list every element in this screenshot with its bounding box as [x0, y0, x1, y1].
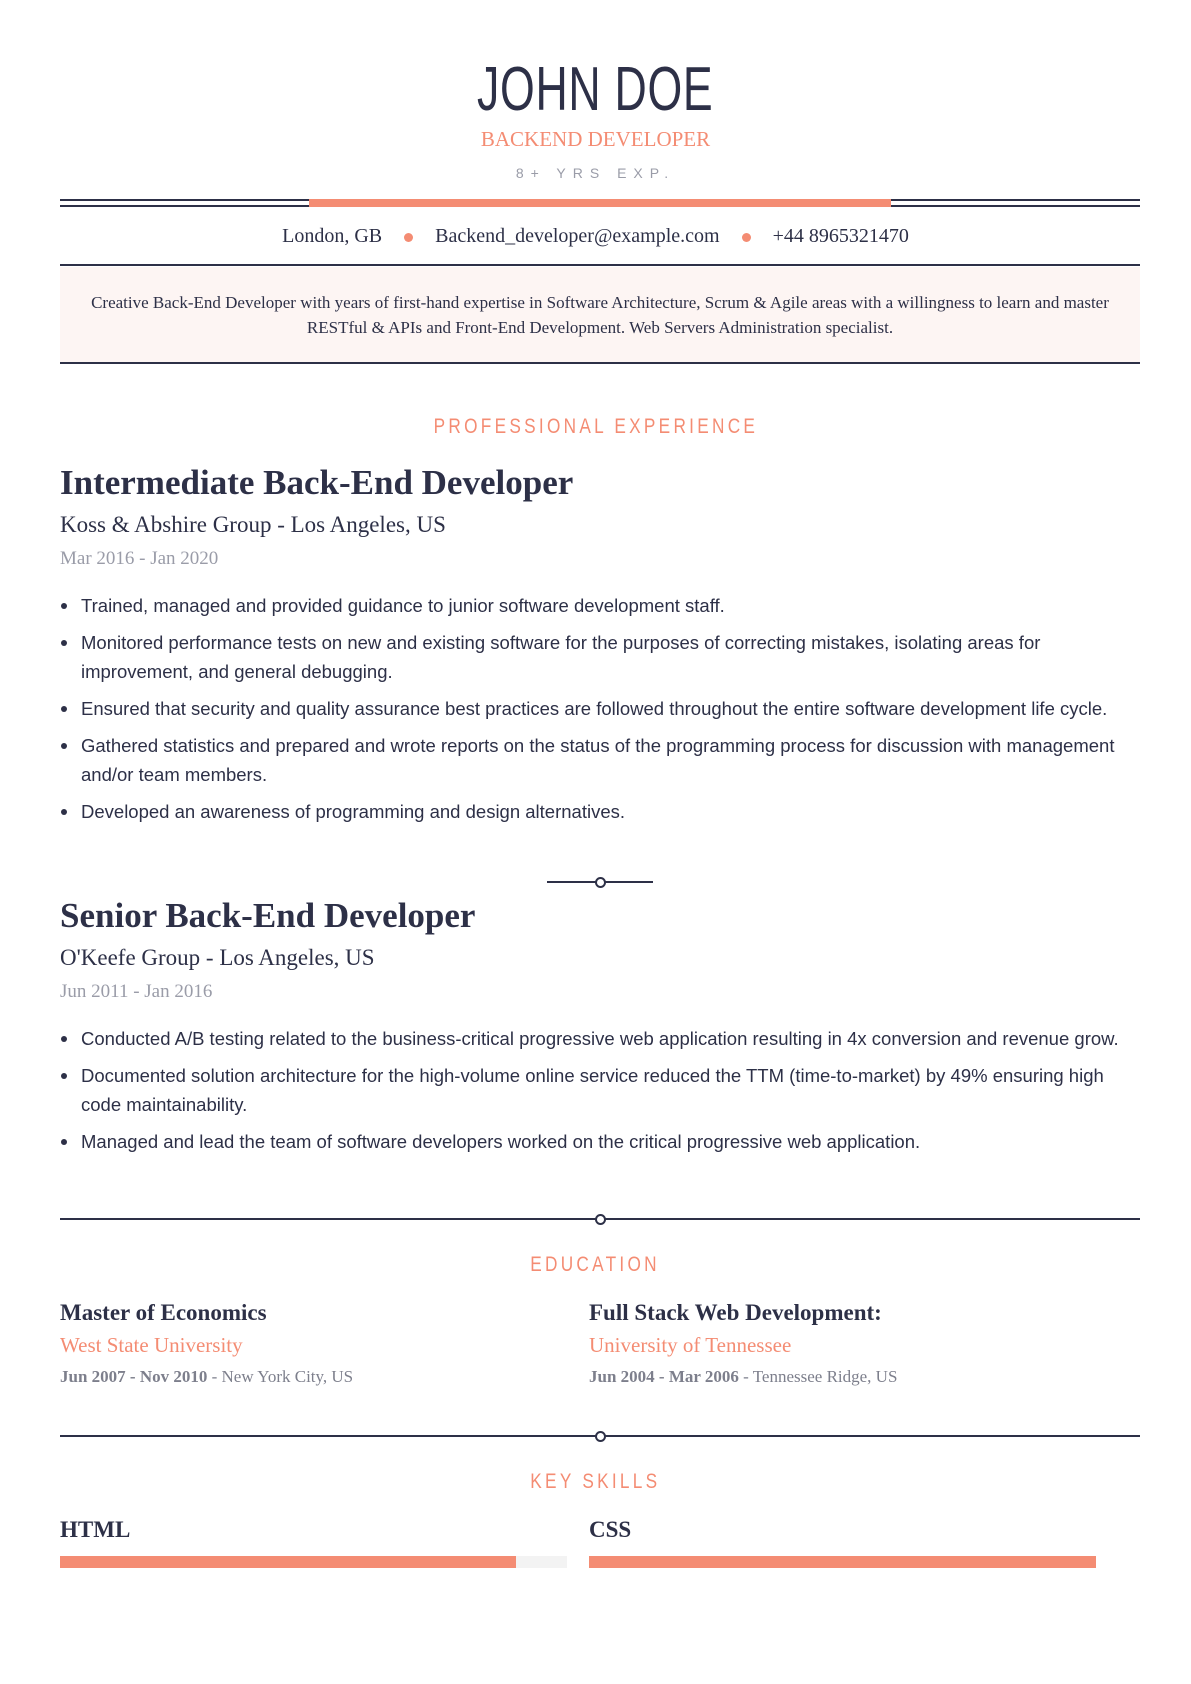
school: West State University	[60, 1333, 243, 1357]
section-heading-experience: PROFESSIONAL EXPERIENCE	[433, 415, 758, 438]
job-dates: Jun 2011 - Jan 2016	[60, 981, 213, 1002]
bullet-item: Documented solution architecture for the high-volume online service reduced the TTM (time-to-market) by 49% ensuring high code maintainability.	[60, 1061, 1140, 1119]
section-heading-education: EDUCATION	[530, 1253, 661, 1276]
education-dates: Jun 2007 - Nov 2010 - New York City, US	[60, 1367, 354, 1386]
skill-bar	[60, 1556, 567, 1568]
job-company: Koss & Abshire Group - Los Angeles, US	[60, 512, 446, 537]
contact-location: London, GB	[282, 225, 383, 247]
bullet-item: Managed and lead the team of software developers worked on the critical progressive web application.	[60, 1127, 1140, 1156]
header-accent-bar	[309, 199, 891, 207]
job-role: BACKEND DEVELOPER	[480, 127, 711, 151]
contact-line	[0, 222, 1191, 250]
bullet-item: Gathered statistics and prepared and wrote reports on the status of the programming process for discussion with management and/or team members.	[60, 731, 1140, 789]
bullet-item: Trained, managed and provided guidance to junior software development staff.	[60, 591, 1140, 620]
education-dates: Jun 2004 - Mar 2006 - Tennessee Ridge, US	[589, 1367, 898, 1386]
job-title: Intermediate Back-End Developer	[60, 463, 574, 502]
summary-text: Creative Back-End Developer with years of first-hand expertise in Software Architecture, Scrum & Agile areas with a willingness to learn and master RESTful & APIs and Front-End Development. Web Servers Administration specialist.	[91, 293, 1109, 337]
job-bullets	[60, 1024, 1140, 1156]
skill-name: CSS	[589, 1517, 632, 1542]
bullet-item: Ensured that security and quality assurance best practices are followed throughout the entire software development life cycle.	[60, 694, 1140, 723]
degree: Master of Economics	[60, 1300, 267, 1325]
education-item	[589, 1297, 1089, 1393]
skill-bar-fill	[60, 1556, 516, 1568]
years-experience: 8+ YRS EXP.	[515, 165, 676, 181]
skill-name: HTML	[60, 1517, 131, 1542]
skill-item	[60, 1514, 567, 1568]
divider-circle-icon	[595, 1214, 606, 1225]
job-bullets	[60, 591, 1140, 826]
degree: Full Stack Web Development:	[589, 1300, 882, 1325]
divider-circle-icon	[595, 1431, 606, 1442]
contact-phone[interactable]: +44 8965321470	[772, 225, 909, 247]
skill-item	[589, 1514, 1096, 1568]
separator-dot-icon	[404, 233, 413, 242]
job-company: O'Keefe Group - Los Angeles, US	[60, 945, 375, 970]
job-dates: Mar 2016 - Jan 2020	[60, 548, 219, 569]
job-entry	[60, 894, 1140, 1164]
job-title: Senior Back-End Developer	[60, 896, 476, 935]
section-heading-skills: KEY SKILLS	[530, 1470, 661, 1493]
bullet-item: Developed an awareness of programming and design alternatives.	[60, 797, 1140, 826]
summary-box	[60, 267, 1140, 362]
job-entry	[60, 461, 1140, 834]
contact-email[interactable]: Backend_developer@example.com	[435, 225, 720, 247]
summary-rule-top	[60, 264, 1140, 266]
candidate-name: JOHN DOE	[477, 55, 714, 124]
skill-bar-fill	[589, 1556, 1096, 1568]
education-item	[60, 1297, 560, 1393]
separator-dot-icon	[742, 233, 751, 242]
bullet-item: Monitored performance tests on new and existing software for the purposes of correcting mistakes, isolating areas for improvement, and general debugging.	[60, 628, 1140, 686]
skill-bar	[589, 1556, 1096, 1568]
school: University of Tennessee	[589, 1333, 792, 1357]
bullet-item: Conducted A/B testing related to the business-critical progressive web application resulting in 4x conversion and revenue grow.	[60, 1024, 1140, 1053]
summary-rule-bottom	[60, 362, 1140, 364]
divider-circle-icon	[595, 877, 606, 888]
